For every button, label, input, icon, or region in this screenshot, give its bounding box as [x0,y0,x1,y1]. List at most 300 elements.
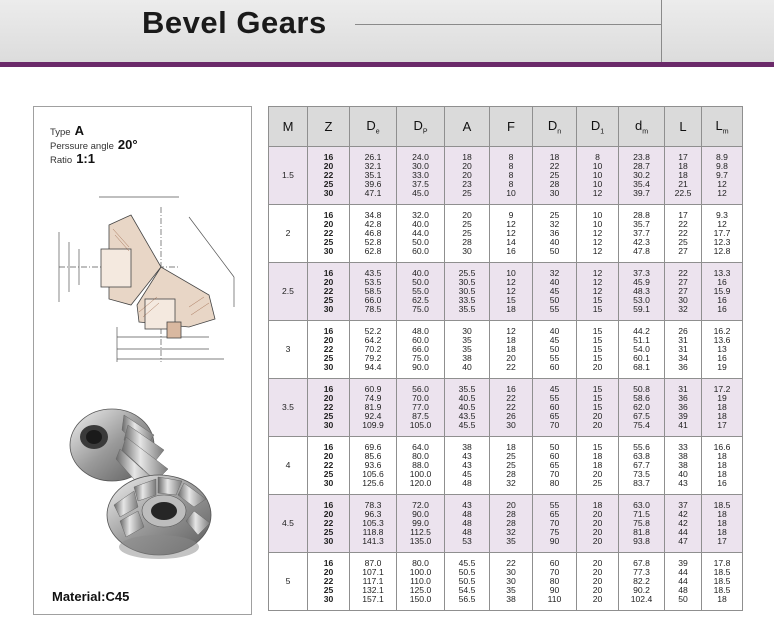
z-value: 30 [323,304,334,314]
lm-value: 16 [717,304,727,314]
a-value: 40.5 [458,393,476,403]
col-f: F [490,107,533,147]
dn-value: 50 [549,246,560,256]
pressure-label: Perssure angle [50,141,114,152]
l-value: 33 [678,442,688,452]
de-value: 39.6 [364,179,382,189]
dn-value: 70 [549,518,560,528]
lm-value: 18 [717,518,727,528]
f-value: 38 [506,594,516,604]
dp-value: 60.0 [412,335,429,345]
d1-value: 12 [592,268,603,278]
l-value: 50 [678,594,688,604]
dm-value: 35.4 [633,179,650,189]
dp-value: 33.0 [412,170,429,180]
lm-value: 19 [717,393,727,403]
de-cell [350,205,397,263]
d1-value: 15 [592,384,603,394]
z-value: 22 [323,518,334,528]
lm-value: 9.8 [716,161,728,171]
dm-value: 77.3 [633,567,650,577]
dp-value: 150.0 [409,594,432,604]
dn-value: 50 [549,344,560,354]
f-cell [490,495,533,553]
z-value: 25 [323,353,334,363]
d1-value: 15 [592,304,603,314]
a-value: 54.5 [458,585,476,595]
lm-value: 17.2 [713,384,731,394]
z-value: 16 [323,500,334,510]
dm-cell [619,321,665,379]
d1-value: 20 [592,536,603,546]
de-value: 79.2 [364,353,382,363]
f-value: 12 [506,277,516,287]
lm-value: 18 [717,402,727,412]
d1-value: 15 [592,402,603,412]
f-value: 18 [506,304,516,314]
dm-value: 58.6 [633,393,650,403]
d1-value: 20 [592,509,603,519]
z-value: 25 [323,585,334,595]
a-value: 48 [462,478,472,488]
l-value: 42 [678,518,688,528]
dn-value: 65 [549,411,560,421]
f-cell [490,379,533,437]
de-value: 117.1 [362,576,384,586]
l-cell [665,379,702,437]
a-value: 20 [462,161,472,171]
z-value: 20 [323,567,334,577]
dp-value: 56.0 [412,384,429,394]
dp-value: 90.0 [412,509,429,519]
dn-value: 28 [549,179,560,189]
d1-cell [577,147,619,205]
l-value: 41 [678,420,688,430]
dn-value: 40 [549,277,560,287]
a-value: 30.5 [458,277,476,287]
l-cell [665,321,702,379]
dm-value: 67.8 [633,558,650,568]
dm-value: 60.1 [633,353,650,363]
l-value: 27 [678,286,688,296]
d1-value: 20 [592,594,603,604]
col-z: Z [308,107,350,147]
z-value: 22 [323,576,334,586]
dp-cell [397,553,445,611]
dp-value: 105.0 [409,420,432,430]
dn-value: 70 [549,469,560,479]
a-value: 48 [462,518,472,528]
z-value: 16 [323,210,334,220]
f-value: 15 [506,295,516,305]
a-value: 48 [462,527,472,537]
dn-cell [533,205,577,263]
d1-cell [577,321,619,379]
table-header-row [269,107,743,147]
dn-value: 55 [549,393,560,403]
de-value: 70.2 [364,344,382,354]
dp-value: 100.0 [409,567,432,577]
a-value: 53 [462,536,472,546]
lm-value: 13.6 [713,335,731,345]
z-value: 16 [323,268,334,278]
dp-value: 125.0 [409,585,432,595]
module-cell: 4.5 [269,495,308,553]
de-value: 94.4 [364,362,382,372]
dm-value: 55.6 [633,442,650,452]
l-value: 18 [678,170,688,180]
l-value: 22 [678,228,688,238]
col-d1: $D_1$ [577,107,619,147]
d1-value: 8 [595,152,600,162]
de-value: 107.1 [362,567,384,577]
a-cell [445,437,490,495]
z-value: 16 [323,326,334,336]
dn-cell [533,147,577,205]
d1-cell [577,437,619,495]
de-value: 81.9 [364,402,382,412]
dp-value: 30.0 [412,161,429,171]
lm-value: 9.3 [716,210,728,220]
f-value: 18 [506,335,516,345]
dm-value: 62.0 [633,402,650,412]
a-cell [445,147,490,205]
lm-value: 16.2 [713,326,731,336]
dn-value: 60 [549,451,560,461]
f-cell [490,263,533,321]
lm-value: 16.6 [713,442,731,452]
z-value: 16 [323,558,334,568]
dp-value: 72.0 [412,500,429,510]
d1-value: 20 [592,558,603,568]
dn-value: 40 [549,237,560,247]
lm-value: 18.5 [713,567,731,577]
a-value: 18 [462,152,472,162]
dm-value: 59.1 [633,304,650,314]
dn-value: 60 [549,402,560,412]
z-value: 16 [323,152,334,162]
dn-value: 110 [547,594,562,604]
de-value: 96.3 [364,509,382,519]
de-value: 47.1 [364,188,382,198]
z-value: 20 [323,277,334,287]
dm-value: 102.4 [630,594,653,604]
a-value: 40.5 [458,402,476,412]
de-value: 109.9 [362,420,384,430]
f-cell [490,553,533,611]
a-value: 25 [462,219,472,229]
dn-value: 25 [549,210,560,220]
table-row [269,437,743,495]
module-cell: 2.5 [269,263,308,321]
z-value: 22 [323,228,334,238]
a-value: 20 [462,210,472,220]
dm-value: 67.7 [633,460,650,470]
dp-value: 100.0 [409,469,432,479]
lm-value: 18 [717,460,727,470]
a-value: 43 [462,451,472,461]
lm-value: 19 [717,362,727,372]
f-value: 12 [506,326,516,336]
d1-value: 15 [592,344,603,354]
a-value: 35.5 [458,304,476,314]
dn-value: 60 [549,362,560,372]
de-value: 32.1 [364,161,382,171]
f-value: 12 [506,228,516,238]
header-banner [0,0,774,62]
a-value: 48 [462,509,472,519]
dm-value: 45.9 [633,277,650,287]
z-value: 25 [323,295,334,305]
a-value: 45.5 [458,420,476,430]
dp-value: 48.0 [412,326,429,336]
dn-value: 80 [549,576,560,586]
de-cell [350,263,397,321]
dm-cell [619,147,665,205]
lm-cell [702,147,743,205]
a-cell [445,553,490,611]
bevel-gear-spec-table [268,106,743,611]
dn-value: 36 [549,228,560,238]
z-value: 20 [323,161,334,171]
spec-panel [33,106,252,615]
dp-cell [397,147,445,205]
lm-value: 18.5 [713,500,731,510]
a-value: 38 [462,353,472,363]
dp-cell [397,437,445,495]
dp-value: 80.0 [412,558,429,568]
de-value: 92.4 [364,411,382,421]
l-value: 34 [678,353,688,363]
z-value: 30 [323,420,334,430]
d1-value: 12 [592,286,603,296]
f-value: 20 [506,353,516,363]
table-body [269,147,743,611]
dp-value: 60.0 [412,246,429,256]
a-value: 20 [462,170,472,180]
de-cell [350,495,397,553]
lm-value: 17 [717,420,727,430]
f-value: 22 [506,558,516,568]
dp-value: 55.0 [412,286,429,296]
d1-value: 25 [592,478,603,488]
dm-value: 71.5 [633,509,650,519]
dp-cell [397,379,445,437]
dm-value: 37.3 [633,268,650,278]
dm-value: 83.7 [633,478,650,488]
dm-value: 68.1 [633,362,650,372]
z-value: 22 [323,170,334,180]
z-value: 22 [323,344,334,354]
a-value: 43 [462,460,472,470]
l-value: 31 [678,335,688,345]
a-value: 50.5 [458,567,476,577]
a-value: 43.5 [458,411,476,421]
d1-value: 20 [592,576,603,586]
d1-value: 15 [592,353,603,363]
d1-value: 20 [592,585,603,595]
d1-value: 20 [592,362,603,372]
dp-value: 90.0 [412,362,429,372]
dm-value: 63.8 [633,451,650,461]
f-value: 18 [506,442,516,452]
dn-cell [533,321,577,379]
lm-cell [702,263,743,321]
dn-cell [533,495,577,553]
l-value: 31 [678,384,688,394]
col-m: M [269,107,308,147]
lm-value: 9.7 [716,170,728,180]
de-value: 157.1 [362,594,384,604]
dn-value: 55 [549,304,560,314]
dp-value: 70.0 [412,393,429,403]
f-value: 8 [508,152,514,162]
d1-value: 10 [592,161,603,171]
de-value: 125.6 [362,478,384,488]
de-cell [350,553,397,611]
f-cell [490,321,533,379]
l-value: 38 [678,460,688,470]
dm-value: 30.2 [633,170,650,180]
lm-value: 18 [717,594,727,604]
lm-cell [702,553,743,611]
de-cell [350,379,397,437]
dn-value: 55 [549,353,560,363]
l-value: 22.5 [674,188,692,198]
d1-value: 18 [592,500,603,510]
page-title: Bevel Gears [142,5,327,40]
dn-value: 70 [549,420,560,430]
dp-value: 45.0 [412,188,429,198]
lm-value: 12 [717,179,727,189]
de-value: 78.5 [364,304,382,314]
l-value: 38 [678,451,688,461]
l-value: 27 [678,246,688,256]
f-value: 8 [508,161,514,171]
dp-cell [397,321,445,379]
dp-value: 62.5 [412,295,429,305]
d1-value: 15 [592,335,603,345]
lm-value: 13.3 [713,268,731,278]
module-cell: 1.5 [269,147,308,205]
f-value: 28 [506,509,516,519]
dp-value: 40.0 [412,268,429,278]
dm-cell [619,437,665,495]
f-value: 8 [508,170,514,180]
de-value: 46.8 [364,228,382,238]
l-value: 43 [678,478,688,488]
l-cell [665,147,702,205]
a-value: 28 [462,237,472,247]
dm-value: 39.7 [633,188,650,198]
l-cell [665,263,702,321]
dn-cell [533,263,577,321]
pressure-spec [50,137,138,152]
dn-cell [533,379,577,437]
z-value: 25 [323,527,334,537]
de-value: 93.6 [364,460,382,470]
header-divider [661,0,662,62]
dn-value: 75 [549,527,560,537]
f-value: 16 [506,246,516,256]
f-value: 35 [506,536,516,546]
lm-cell [702,437,743,495]
dm-cell [619,263,665,321]
l-value: 47 [678,536,688,546]
pressure-value: 20° [117,137,138,152]
table-row [269,147,743,205]
dm-value: 54.0 [633,344,650,354]
d1-value: 12 [592,188,603,198]
f-cell [490,147,533,205]
lm-value: 18 [717,451,727,461]
lm-value: 8.9 [716,152,728,162]
dp-value: 44.0 [412,228,429,238]
type-label: Type [50,127,71,138]
f-value: 10 [506,188,516,198]
lm-value: 17 [717,536,727,546]
ratio-label: Ratio [50,155,73,166]
dn-value: 65 [549,460,560,470]
dm-cell [619,379,665,437]
lm-value: 18 [717,527,727,537]
z-value: 20 [323,393,334,403]
dp-value: 80.0 [412,451,429,461]
dp-value: 37.5 [412,179,429,189]
d1-cell [577,379,619,437]
d1-value: 10 [592,219,603,229]
material-label: Material:C45 [52,589,130,604]
dp-cell [397,205,445,263]
f-value: 25 [506,460,516,470]
f-value: 22 [506,402,516,412]
z-cell [308,379,350,437]
dp-value: 75.0 [412,304,429,314]
l-value: 36 [678,402,688,412]
l-value: 42 [678,509,688,519]
de-value: 26.1 [364,152,382,162]
gear-technical-drawing [39,187,244,372]
l-value: 36 [678,393,688,403]
d1-value: 20 [592,567,603,577]
header-rule [355,24,661,25]
a-value: 35.5 [458,384,476,394]
lm-value: 17.7 [713,228,731,238]
z-value: 20 [323,451,334,461]
de-value: 52.2 [364,326,382,336]
f-value: 14 [506,237,516,247]
f-cell [490,205,533,263]
table-row [269,321,743,379]
de-value: 62.8 [364,246,382,256]
a-value: 30 [462,326,472,336]
dp-value: 112.5 [410,527,431,537]
l-value: 27 [678,277,688,287]
f-value: 12 [506,219,516,229]
table-row [269,553,743,611]
dm-value: 28.7 [633,161,650,171]
z-value: 30 [323,594,334,604]
dp-value: 75.0 [412,353,429,363]
dp-value: 50.0 [412,237,429,247]
a-value: 23 [462,179,472,189]
a-value: 50.5 [458,576,476,586]
l-value: 17 [678,210,688,220]
f-value: 18 [506,344,516,354]
a-value: 25 [462,188,472,198]
table-row [269,205,743,263]
dm-value: 67.5 [633,411,650,421]
